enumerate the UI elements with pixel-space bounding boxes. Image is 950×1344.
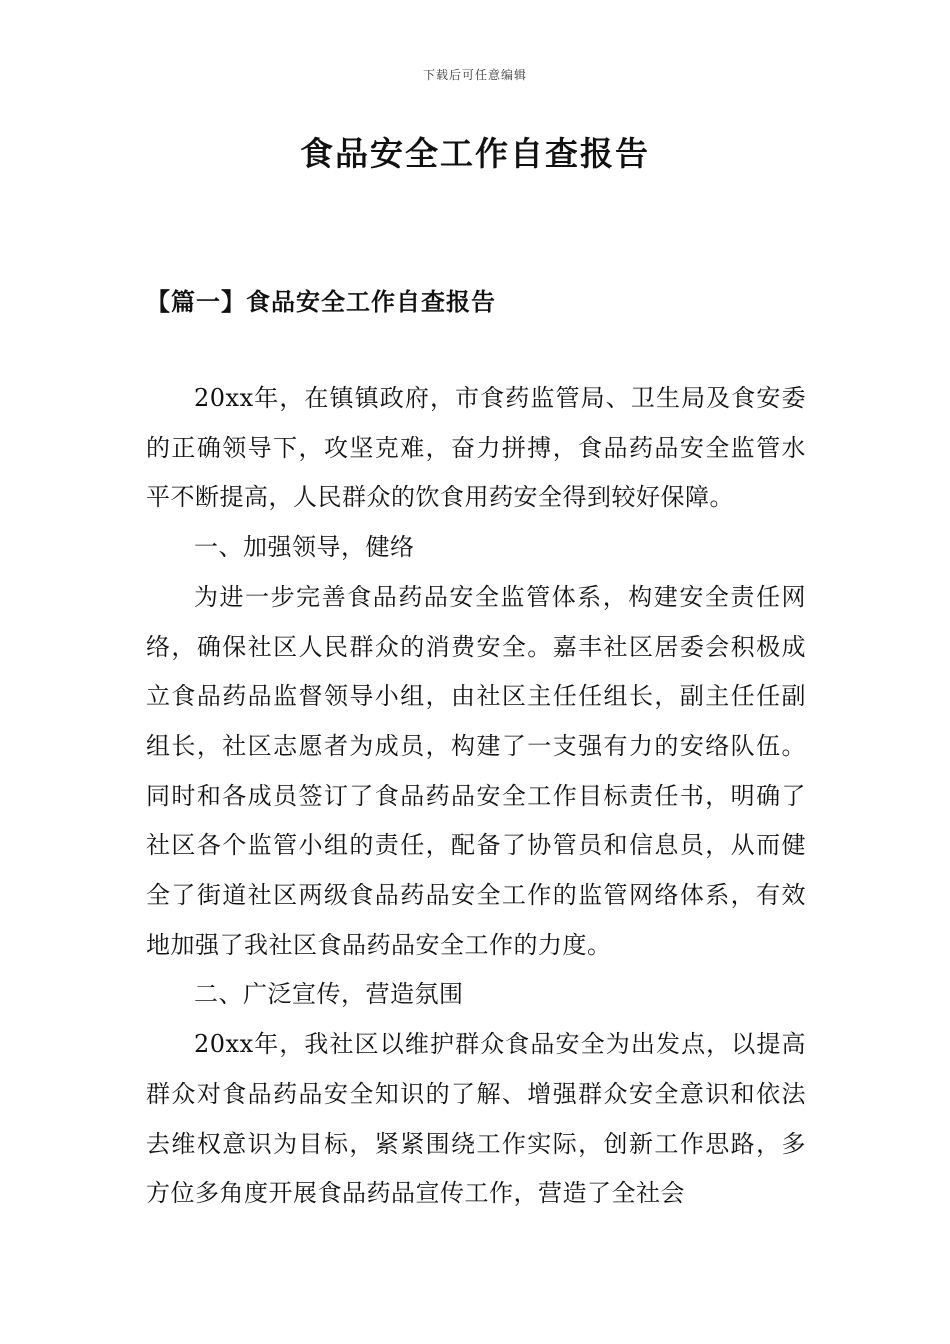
header-note: 下载后可任意编辑 bbox=[422, 68, 527, 82]
document-body bbox=[146, 374, 806, 1219]
paragraph-leadership: 为进一步完善食品药品安全监管体系，构建安全责任网络，确保社区人民群众的消费安全。嘉丰社区居委会积极成立食品药品监督领导小组，由社区主任任组长，副主任任副组长，社区志愿者为成员，构建了一支强有力的安络队伍。同时和各成员签订了食品药品安全工作目标责任书，明确了社区各个监管小组的责任，配备了协管员和信息员，从而健全了街道社区两级食品药品安全工作的监管网络体系，有效地加强了我社区食品药品安全工作的力度。 bbox=[146, 582, 806, 959]
subheading-publicity: 二、广泛宣传，营造氛围 bbox=[194, 980, 464, 1009]
section-heading: 【篇一】食品安全工作自查报告 bbox=[146, 287, 496, 316]
paragraph-intro: 20xx年，在镇镇政府，市食药监管局、卫生局及食安委的正确领导下，攻坚克难，奋力拼搏，食品药品安全监管水平不断提高，人民群众的饮食用药安全得到较好保障。 bbox=[146, 384, 806, 512]
paragraph-publicity: 20xx年，我社区以维护群众食品安全为出发点，以提高群众对食品药品安全知识的了解、增强群众安全意识和依法去维权意识为目标，紧紧围绕工作实际，创新工作思路，多方位多角度开展食品药品宣传工作，营造了全社会 bbox=[146, 1030, 806, 1208]
subheading-leadership: 一、加强领导，健络 bbox=[194, 533, 415, 562]
document-title: 食品安全工作自查报告 bbox=[300, 134, 650, 173]
